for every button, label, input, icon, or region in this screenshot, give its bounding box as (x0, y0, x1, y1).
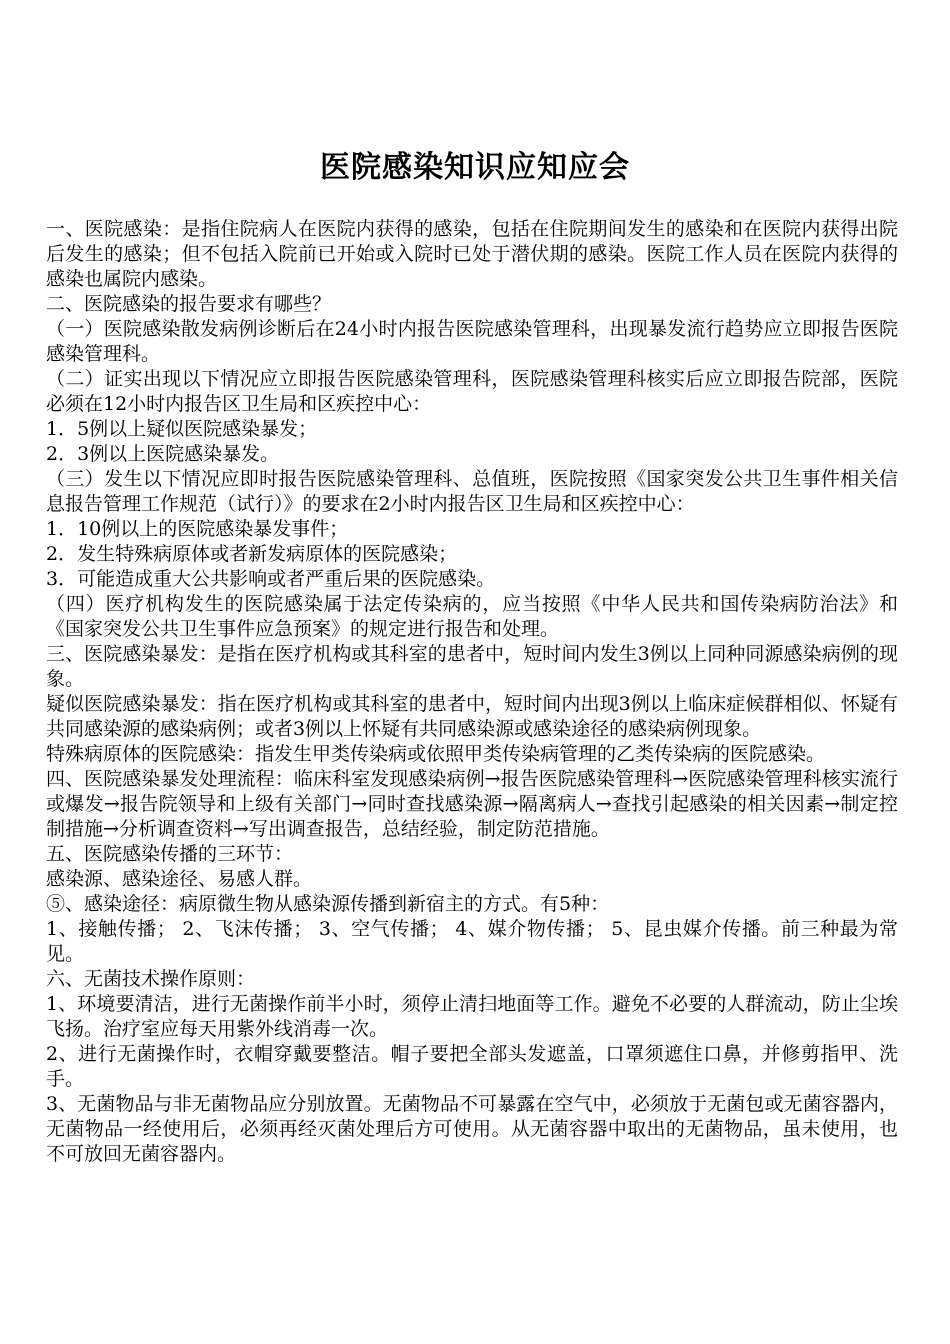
section-4-outbreak-process: 四、医院感染暴发处理流程：临床科室发现感染病例→报告医院感染管理科→医院感染管理科核实流行或爆发→报告院领导和上级有关部门→同时查找感染源→隔离病人→查找引起感染的相关因素→制定控制措施→分析调查资料→写出调查报告，总结经验，制定防范措施。 (46, 768, 898, 840)
section-3-special-pathogen: 特殊病原体的医院感染：指发生甲类传染病或依照甲类传染病管理的乙类传染病的医院感染。 (46, 743, 826, 765)
section-5-links: 感染源、感染途径、易感人群。 (46, 868, 313, 890)
section-2-item-1: （一）医院感染散发病例诊断后在24小时内报告医院感染管理科，出现暴发流行趋势应立即报告医院感染管理科。 (46, 318, 898, 365)
document-body (46, 217, 898, 1167)
section-6-item-2: 2、进行无菌操作时，衣帽穿戴要整洁。帽子要把全部头发遮盖，口罩须遮住口鼻，并修剪指甲、洗手。 (46, 1043, 898, 1090)
section-5-transmission-types: 1、接触传播； 2、飞沫传播； 3、空气传播； 4、媒介物传播； 5、昆虫媒介传播。前三种最为常见。 (46, 918, 898, 965)
section-6-item-3: 3、无菌物品与非无菌物品应分别放置。无菌物品不可暴露在空气中，必须放于无菌包或无菌容器内，无菌物品一经使用后，必须再经灭菌处理后方可使用。从无菌容器中取出的无菌物品，虽未使用，也不可放回无菌容器内。 (46, 1093, 898, 1165)
section-2-item-2-sub-2: 2．3例以上医院感染暴发。 (46, 443, 280, 465)
section-5-heading: 五、医院感染传播的三环节： (46, 843, 294, 865)
section-6-item-1: 1、环境要清洁，进行无菌操作前半小时，须停止清扫地面等工作。避免不必要的人群流动，防止尘埃飞扬。治疗室应每天用紫外线消毒一次。 (46, 993, 898, 1040)
section-2-item-2-sub-1: 1．5例以上疑似医院感染暴发； (46, 418, 318, 440)
document-title: 医院感染知识应知应会 (320, 150, 630, 185)
section-2-item-3-sub-2: 2．发生特殊病原体或者新发病原体的医院感染； (46, 543, 458, 565)
section-6-heading: 六、无菌技术操作原则： (46, 968, 256, 990)
section-3-suspected-outbreak: 疑似医院感染暴发：指在医疗机构或其科室的患者中，短时间内出现3例以上临床症候群相似、怀疑有共同感染源的感染病例；或者3例以上怀疑有共同感染源或感染途径的感染病例现象。 (46, 693, 898, 740)
section-5-transmission-route: ⑤、感染途径：病原微生物从感染源传播到新宿主的方式。有5种： (46, 893, 610, 915)
section-1-definition: 一、医院感染：是指住院病人在医院内获得的感染，包括在住院期间发生的感染和在医院内获得出院后发生的感染；但不包括入院前已开始或入院时已处于潜伏期的感染。医院工作人员在医院内获得的感染也属院内感染。 (46, 218, 898, 290)
section-2-item-3-sub-3: 3．可能造成重大公共影响或者严重后果的医院感染。 (46, 568, 496, 590)
section-3-outbreak: 三、医院感染暴发：是指在医疗机构或其科室的患者中，短时间内发生3例以上同种同源感染病例的现象。 (46, 643, 898, 690)
section-2-item-4: （四）医疗机构发生的医院感染属于法定传染病的，应当按照《中华人民共和国传染病防治法》和《国家突发公共卫生事件应急预案》的规定进行报告和处理。 (46, 593, 898, 640)
section-2-item-2: （二）证实出现以下情况应立即报告医院感染管理科，医院感染管理科核实后应立即报告院部，医院必须在12小时内报告区卫生局和区疾控中心： (46, 368, 898, 415)
section-2-item-3: （三）发生以下情况应即时报告医院感染管理科、总值班，医院按照《国家突发公共卫生事件相关信息报告管理工作规范（试行）》的要求在2小时内报告区卫生局和区疾控中心： (46, 468, 898, 515)
section-2-heading: 二、医院感染的报告要求有哪些？ (46, 293, 332, 315)
section-2-item-3-sub-1: 1．10例以上的医院感染暴发事件； (46, 518, 349, 540)
